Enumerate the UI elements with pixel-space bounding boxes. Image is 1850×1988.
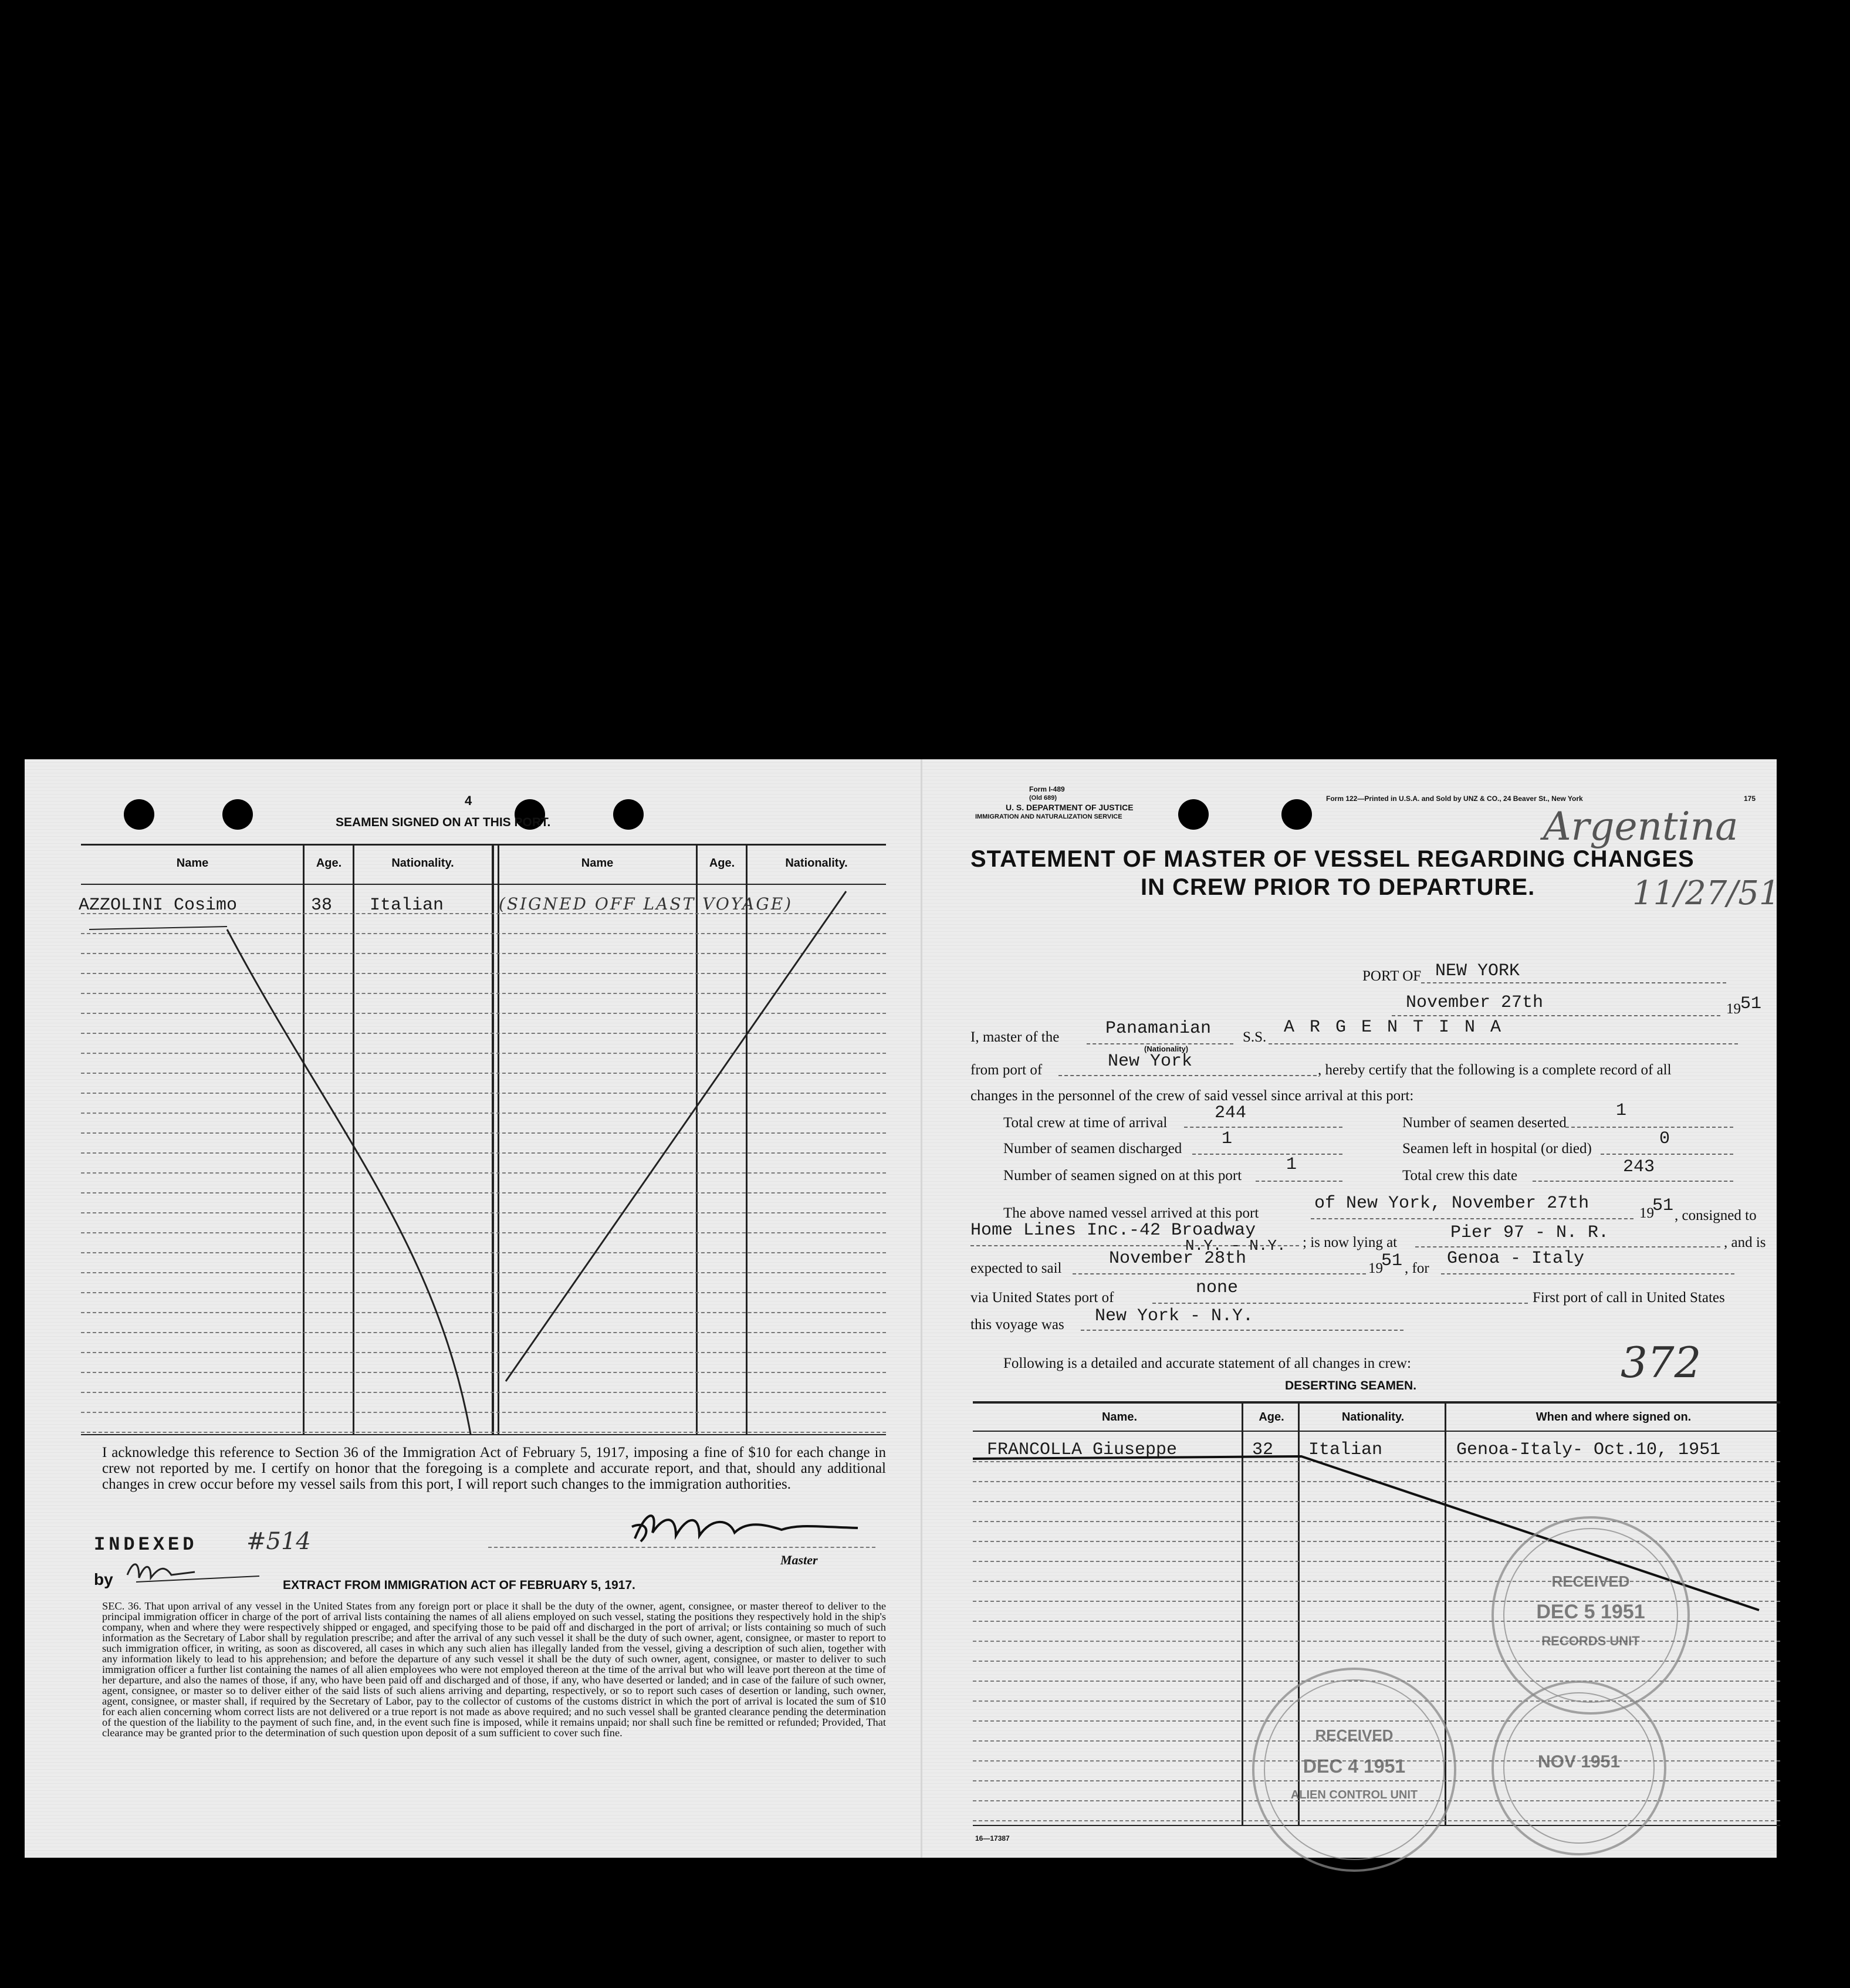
col-nationality-2: Nationality. xyxy=(785,857,848,870)
indexed-stamp: INDEXED xyxy=(94,1534,198,1556)
via-value: none xyxy=(1196,1278,1239,1298)
section-title: SEAMEN SIGNED ON AT THIS PORT. xyxy=(336,816,551,829)
form-title-line1: STATEMENT OF MASTER OF VESSEL REGARDING CHANGES xyxy=(970,846,1695,872)
cross-out-lines xyxy=(25,759,905,1463)
deserting-col-nationality: Nationality. xyxy=(1341,1411,1405,1424)
master-of-label: I, master of the xyxy=(970,1029,1060,1045)
year-prefix: 19 xyxy=(1726,1001,1741,1017)
punch-hole xyxy=(1178,799,1209,830)
punch-hole xyxy=(1281,799,1312,830)
stamp3-line1: NOV 1951 xyxy=(1537,1752,1621,1771)
extract-text: SEC. 36. That upon arrival of any vessel in the United States from any foreign port or place it shall be the duty of the owner, agent, consignee, or master thereof to deliver to the principal immigration officer in charge of the port of arrival lists containing the names of all aliens employed on such vessel, stating the positions they respectively hold in the ship's company, when and where they were respectively shipped or engaged, and specifying those to be paid off and discharged in the port of arrival; or lists containing so much of such information as the Secretary of Labor shall by regulation prescribe; and after the arrival of any such vessel it shall be the duty of such owner, agent, consignee, or master to report to such immigration officer, in writing, as soon as discovered, all cases in which any such alien has illegally landed from the vessel, giving a description of such alien, together with any information likely to lead to his apprehension; and before the departure of any such vessel it shall be the duty of such owner, agent, consignee, or master to deliver to such immigration officer a further list containing the names of all alien employees who were not employed thereon at the time of the arrival but who will leave port thereon at the time of her departure, and also the names of those, if any, who have been paid off and discharged and of those, if any, who have deserted or landed; and in case of the failure of such owner, agent, consignee, or master so to deliver either of the said lists of such aliens arriving and departing, respectively, or so to report such cases of desertion or landing, such owner, agent, consignee, or master shall, if required by the Secretary of Labor, pay to the collector of customs of the customs district in which the port of arrival is located the sum of $10 for each alien concerning whom correct lists are not delivered or a true report is not made as above required; and no such vessel shall be granted clearance pending the determination of the question of the liability to the payment of such fine, and, in the event such fine is imposed, while it remains unpaid; nor shall such fine be remitted or refunded; Provided, That clearance may be granted prior to the determination of such question upon deposit of a sum sufficient to cover such fine. xyxy=(102,1600,886,1739)
discharged-label: Number of seamen discharged xyxy=(1003,1141,1182,1157)
col-age-2: Age. xyxy=(709,857,735,870)
hospital-value: 0 xyxy=(1659,1129,1670,1149)
deserting-top-rule xyxy=(973,1401,1780,1404)
deserted-fill xyxy=(1565,1109,1733,1128)
indexed-initials-scribble xyxy=(124,1557,277,1587)
date-value: November 27th xyxy=(1406,993,1544,1013)
signature-line xyxy=(488,1547,875,1548)
printer-note: Form 122—Printed in U.S.A. and Sold by UNZ & CO., 24 Beaver St., New York xyxy=(1326,794,1583,803)
seaman-nationality: Italian xyxy=(370,895,444,915)
consignee-value: Home Lines Inc.-42 Broadway xyxy=(970,1220,1256,1240)
vessel-value: A R G E N T I N A xyxy=(1284,1017,1504,1037)
by-label: by xyxy=(94,1570,113,1588)
for-value: Genoa - Italy xyxy=(1447,1249,1585,1269)
signed-on-value: 1 xyxy=(1286,1155,1297,1175)
deserting-col-name: Name. xyxy=(1101,1411,1138,1424)
arrived-label: The above named vessel arrived at this port xyxy=(1003,1205,1259,1221)
hospital-label: Seamen left in hospital (or died) xyxy=(1402,1141,1592,1157)
deserter-name: FRANCOLLA Giuseppe xyxy=(987,1440,1178,1460)
col-name-2: Name xyxy=(581,857,614,870)
from-port-label: from port of xyxy=(970,1062,1043,1078)
form-old: (Old 689) xyxy=(1029,794,1057,802)
first-port-label: First port of call in United States xyxy=(1533,1290,1725,1306)
acknowledgement-text: I acknowledge this reference to Section 36 of the Immigration Act of February 5, 1917, imposing a fine of $10 for each change in crew not reported by me. I certify on honor that the foregoing is a complete and accurate report, and that, should any additional changes in crew occur before my vessel sails from this port, I will report such changes to the immigration authorities. xyxy=(102,1445,886,1492)
discharged-value: 1 xyxy=(1222,1129,1233,1149)
total-arrival-fill xyxy=(1184,1109,1342,1128)
nationality-caption: (Nationality) xyxy=(1144,1044,1189,1053)
sail-year: 51 xyxy=(1381,1251,1403,1271)
total-arrival-value: 244 xyxy=(1215,1103,1247,1123)
page-number: 4 xyxy=(465,793,472,808)
seaman-name: AZZOLINI Cosimo xyxy=(79,895,238,915)
form-id: Form I-489 xyxy=(1029,785,1065,793)
deserting-col-age: Age. xyxy=(1259,1411,1284,1424)
port-label: PORT OF xyxy=(1362,968,1422,984)
discharged-fill xyxy=(1192,1136,1342,1155)
from-port-value: New York xyxy=(1108,1052,1193,1071)
total-arrival-label: Total crew at time of arrival xyxy=(1003,1115,1168,1131)
for-label: , for xyxy=(1405,1260,1429,1276)
master-label: Master xyxy=(780,1553,818,1567)
indexed-number: #514 xyxy=(246,1528,311,1555)
ss-label: S.S. xyxy=(1243,1029,1267,1045)
footer-code: 16—17387 xyxy=(975,1834,1010,1842)
seaman-note: (SIGNED OFF LAST VOYAGE) xyxy=(499,894,793,914)
col-nationality-1: Nationality. xyxy=(391,857,454,870)
nationality-value: Panamanian xyxy=(1105,1019,1212,1039)
deserter-age: 32 xyxy=(1252,1440,1274,1460)
arrived-value: of New York, November 27th xyxy=(1314,1194,1589,1213)
handwritten-number: 372 xyxy=(1621,1338,1702,1387)
changes-text: changes in the personnel of the crew of said vessel since arrival at this port: xyxy=(970,1088,1414,1104)
corner-number: 175 xyxy=(1744,794,1756,803)
service: IMMIGRATION AND NATURALIZATION SERVICE xyxy=(975,813,1122,820)
following-label: Following is a detailed and accurate statement of all changes in crew: xyxy=(1003,1355,1411,1371)
voyage-value: New York - N.Y. xyxy=(1095,1306,1254,1326)
col-name-1: Name xyxy=(176,857,209,870)
deserted-label: Number of seamen deserted xyxy=(1402,1115,1567,1131)
via-label: via United States port of xyxy=(970,1290,1114,1306)
master-signature xyxy=(611,1503,875,1550)
deserting-col-when: When and where signed on. xyxy=(1536,1411,1692,1424)
lying-label: ; is now lying at xyxy=(1303,1235,1398,1250)
deserter-nationality: Italian xyxy=(1308,1440,1383,1460)
extract-title: EXTRACT FROM IMMIGRATION ACT OF FEBRUARY 5, 1917. xyxy=(283,1578,635,1592)
deserted-value: 1 xyxy=(1616,1101,1627,1121)
received-stamp-alien-control xyxy=(1252,1668,1456,1872)
signed-on-fill xyxy=(1256,1163,1342,1182)
lying-value: Pier 97 - N. R. xyxy=(1450,1223,1609,1243)
stamp1-line2: DEC 5 1951 xyxy=(1536,1601,1645,1623)
department: U. S. DEPARTMENT OF JUSTICE xyxy=(1006,803,1134,812)
deserter-signed-on: Genoa-Italy- Oct.10, 1951 xyxy=(1456,1440,1721,1460)
form-title-line2: IN CREW PRIOR TO DEPARTURE. xyxy=(1141,874,1536,900)
and-is-label: , and is xyxy=(1724,1235,1766,1250)
deserting-header-rule xyxy=(973,1431,1780,1432)
certify-text: , hereby certify that the following is a complete record of all xyxy=(1318,1062,1672,1078)
handwritten-ship: Argentina xyxy=(1543,804,1739,849)
signed-on-label: Number of seamen signed on at this port xyxy=(1003,1168,1242,1184)
sail-year-prefix: 19 xyxy=(1368,1260,1383,1276)
handwritten-date: 11/27/51 xyxy=(1632,874,1780,912)
voyage-label: this voyage was xyxy=(970,1317,1064,1333)
seaman-age: 38 xyxy=(311,895,333,915)
document-sheet xyxy=(25,759,1780,1858)
deserting-title: DESERTING SEAMEN. xyxy=(1285,1379,1417,1392)
stamp1-line1: RECEIVED xyxy=(1551,1573,1630,1590)
year-value: 51 xyxy=(1740,994,1762,1014)
port-value: NEW YORK xyxy=(1435,961,1520,981)
sail-value: November 28th xyxy=(1109,1249,1247,1269)
stamp2-line1: RECEIVED xyxy=(1315,1726,1394,1744)
received-stamp-nov xyxy=(1492,1681,1666,1855)
consigned-label: , consigned to xyxy=(1675,1208,1757,1223)
sail-label: expected to sail xyxy=(970,1260,1062,1276)
total-date-label: Total crew this date xyxy=(1402,1168,1518,1184)
stamp2-line3: ALIEN CONTROL UNIT xyxy=(1290,1788,1418,1801)
stamp1-line3: RECORDS UNIT xyxy=(1541,1634,1640,1648)
consignee-value-2: N.Y. - N.Y. xyxy=(1185,1237,1286,1255)
arrived-year: 51 xyxy=(1652,1196,1674,1216)
page-fold xyxy=(921,759,922,1858)
col-age-1: Age. xyxy=(316,857,342,870)
total-date-value: 243 xyxy=(1623,1157,1655,1177)
arrived-year-prefix: 19 xyxy=(1639,1205,1654,1221)
stamp2-line2: DEC 4 1951 xyxy=(1303,1756,1406,1777)
